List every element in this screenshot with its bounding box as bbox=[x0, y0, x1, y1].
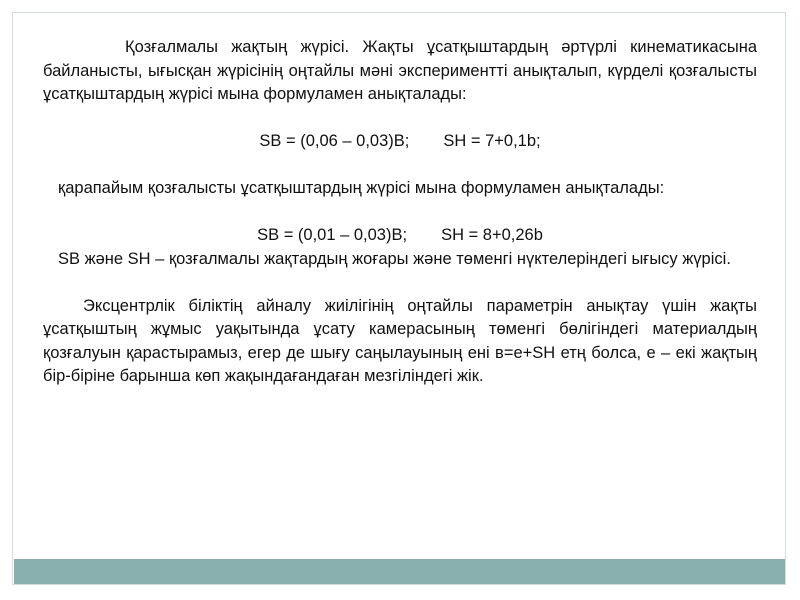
spacer bbox=[43, 107, 757, 131]
spacer bbox=[43, 154, 757, 178]
spacer bbox=[43, 201, 757, 225]
formula-sb-complex: SB = (0,06 – 0,03)B; bbox=[259, 132, 410, 150]
slide-content bbox=[43, 36, 757, 389]
paragraph-simple-motion: қарапайым қозғалысты ұсатқыштардың жүрісі мына формуламен анықталады: bbox=[58, 179, 665, 197]
formula-complex-motion bbox=[43, 130, 757, 154]
formula-sb-simple: SB = (0,01 – 0,03)B; bbox=[257, 226, 408, 244]
paragraph-crusher-travel: Қозғалмалы жақтың жүрісі. Жақты ұсатқыштардың әртүрлі кинематикасына байланысты, ығысқан жүрісінің оңтайлы мәні экспериментті анықталып, күрделі қозғалысты ұсатқыштардың жүрісі мына формуламен анықталады: bbox=[43, 38, 757, 103]
formula-sh-simple: SH = 8+0,26b bbox=[441, 226, 543, 244]
paragraph-sb-sh-definition: SB және SH – қозғалмалы жақтардың жоғары және төменгі нүктелеріндегі ығысу жүрісі. bbox=[58, 249, 731, 268]
spacer bbox=[43, 271, 757, 295]
formula-sh-complex: SH = 7+0,1b; bbox=[443, 132, 541, 150]
bottom-accent-bar bbox=[14, 559, 785, 584]
paragraph-eccentric-shaft: Эксцентрлік біліктің айналу жиілігінің оңтайлы параметрін анықтау үшін жақты ұсатқыштың жұмыс уақытында ұсату камерасының төменгі бөлігіндегі материалдың қозғалуын қарастырамыз, егер де шығу саңылауының ені в=е+SH етң болса, е – екі жақтың бір-біріне барынша көп жақындағандаған мезгіліндегі жік. bbox=[43, 296, 757, 385]
formula-simple-motion bbox=[43, 224, 757, 248]
